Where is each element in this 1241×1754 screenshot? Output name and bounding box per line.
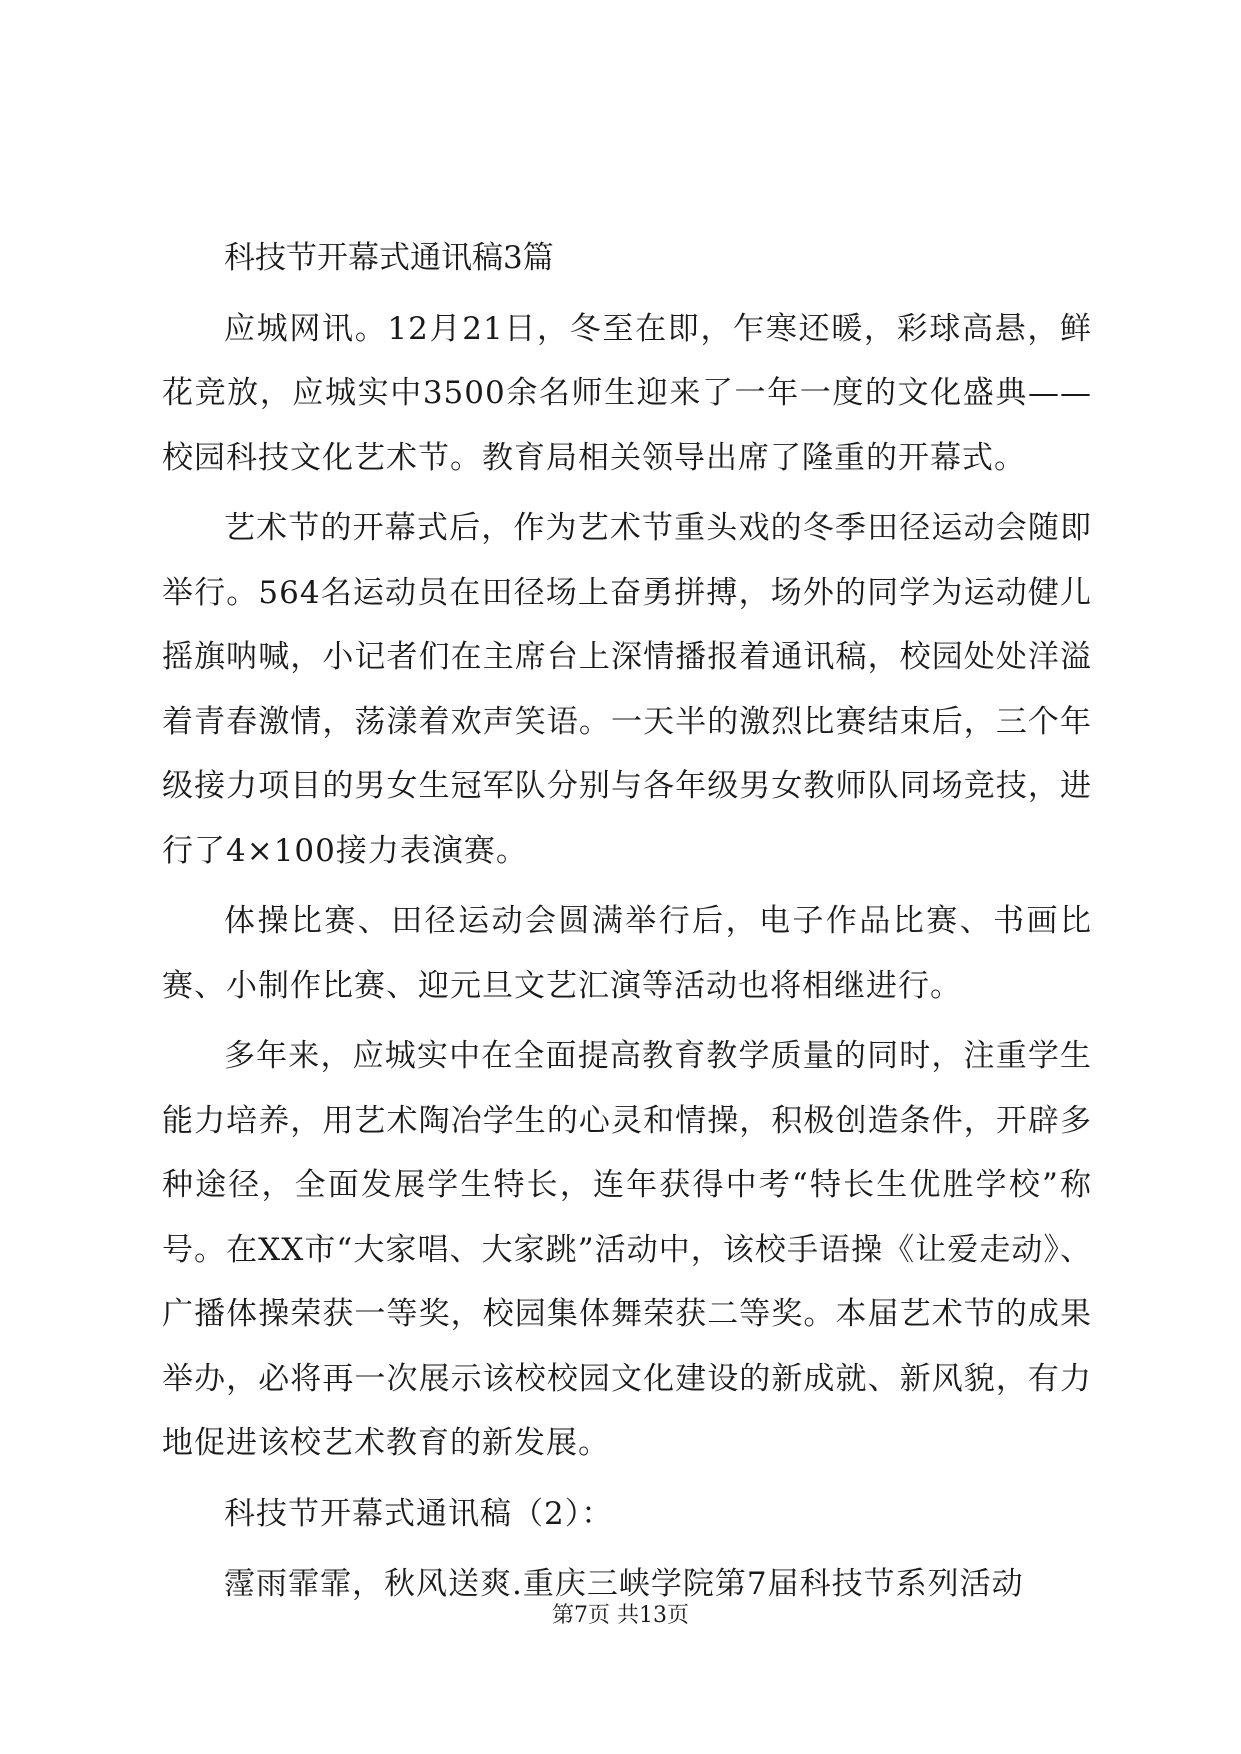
document-title: 科技节开幕式通讯稿3篇 bbox=[224, 240, 554, 276]
paragraph-5: 霪雨霏霏，秋风送爽.重庆三峡学院第7届科技节系列活动 bbox=[224, 1566, 1024, 1602]
section-heading-2: 科技节开幕式通讯稿（2）： bbox=[224, 1495, 614, 1532]
document-body bbox=[162, 226, 1092, 1617]
paragraph-1: 应城网讯。12月21日，冬至在即，乍寒还暖，彩球高悬，鲜花竞放，应城实中3500余名师生迎来了一年一度的文化盛典——校园科技文化艺术节。教育局相关领导出席了隆重的开幕式。 bbox=[162, 310, 1092, 476]
paragraph-4: 多年来，应城实中在全面提高教育教学质量的同时，注重学生能力培养，用艺术陶冶学生的心灵和情操，积极创造条件，开辟多种途径，全面发展学生特长，连年获得中考“特长生优胜学校”称号。在XX市“大家唱、大家跳”活动中，该校手语操《让爱走动》、广播体操荣获一等奖，校园集体舞荣获二等奖。本届艺术节的成果举办，必将再一次展示该校校园文化建设的新成就、新风貌，有力地促进该校艺术教育的新发展。 bbox=[162, 1038, 1092, 1461]
paragraph-3: 体操比赛、田径运动会圆满举行后，电子作品比赛、书画比赛、小制作比赛、迎元旦文艺汇演等活动也将相继进行。 bbox=[162, 903, 1092, 1004]
page-footer: 第7页 共13页 bbox=[552, 1603, 689, 1628]
paragraph-2: 艺术节的开幕式后，作为艺术节重头戏的冬季田径运动会随即举行。564名运动员在田径场上奋勇拼搏，场外的同学为运动健儿摇旗呐喊，小记者们在主席台上深情播报着通讯稿，校园处处洋溢着青春激情，荡漾着欢声笑语。一天半的激烈比赛结束后，三个年级接力项目的男女生冠军队分别与各年级男女教师队同场竞技，进行了4×100接力表演赛。 bbox=[162, 510, 1092, 869]
